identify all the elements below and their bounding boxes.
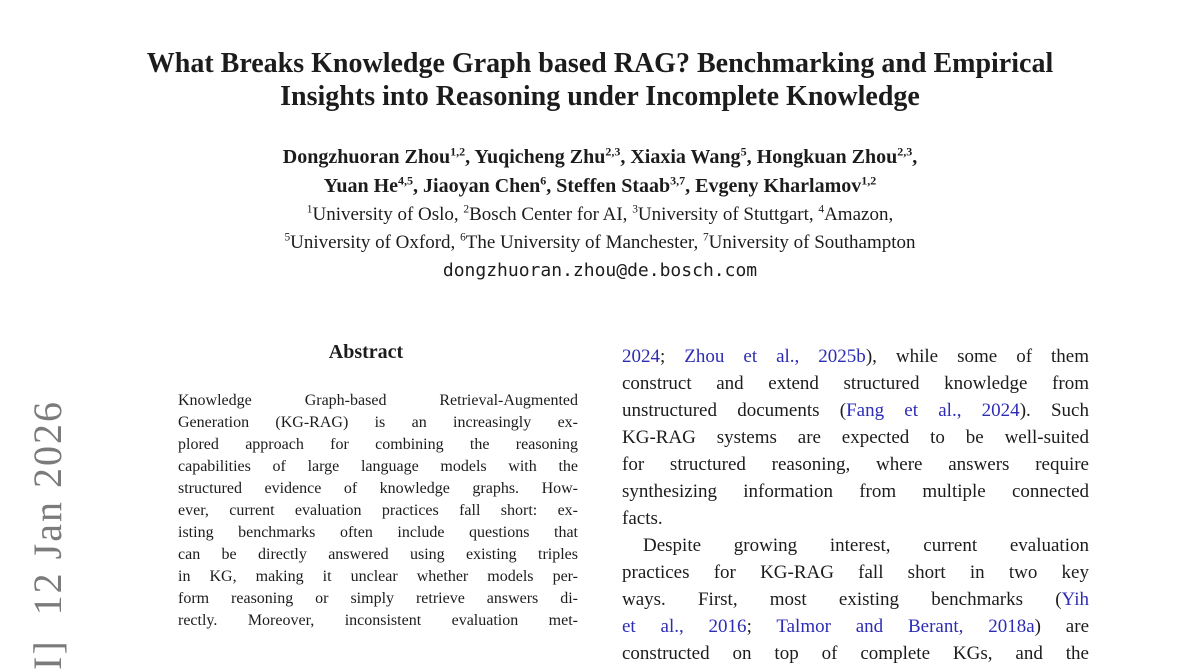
body-text-line (622, 586, 1089, 613)
paper-title-line-2: Insights into Reasoning under Incomplete Knowledge (280, 81, 920, 112)
abstract-line: in KG, making it unclear whether models per- (178, 568, 578, 585)
superscript-marker: 4,5 (398, 173, 414, 188)
affiliation-line (0, 201, 1200, 229)
body-text-line (622, 613, 1089, 640)
abstract-line: capabilities of large language models with the (178, 458, 578, 475)
text-run: facts. (622, 508, 663, 529)
superscript-marker: 6 (460, 231, 466, 244)
superscript-marker: 1,2 (861, 173, 877, 188)
text-run: for structured reasoning, where answers require (622, 454, 1089, 475)
citation-link[interactable]: Zhou et al., 2025b (684, 346, 866, 367)
text-run: , Hongkuan Zhou (746, 146, 898, 168)
text-run: Amazon, (824, 204, 894, 225)
superscript-marker: 2,3 (897, 144, 913, 159)
abstract-line: can be directly answered using existing triples (178, 546, 578, 563)
author-line (0, 172, 1200, 201)
text-run: , (912, 146, 918, 168)
body-text-line (622, 451, 1089, 478)
author-lines (0, 143, 1200, 201)
text-run: ; (660, 346, 685, 367)
text-run: synthesizing information from multiple connected (622, 481, 1089, 502)
text-run: University of Oslo, (312, 204, 464, 225)
abstract-line: Generation (KG-RAG) is an increasingly ex- (178, 414, 578, 431)
superscript-marker: 1,2 (450, 144, 466, 159)
right-column-body (622, 343, 1089, 667)
contact-email: dongzhuoran.zhou@de.bosch.com (442, 260, 758, 281)
text-run: , Evgeny Kharlamov (685, 175, 862, 197)
abstract-line: structured evidence of knowledge graphs. How- (178, 480, 578, 497)
text-run: ) are (1034, 616, 1089, 637)
abstract-section (152, 340, 580, 632)
body-text-line (622, 559, 1089, 586)
author-line (0, 143, 1200, 172)
body-text-line (622, 397, 1089, 424)
text-run: , Steffen Staab (546, 175, 671, 197)
body-text-line (622, 343, 1089, 370)
superscript-marker: 5 (740, 144, 747, 159)
superscript-marker: 1 (306, 203, 313, 216)
text-run: KG-RAG systems are expected to be well-suited (622, 427, 1089, 448)
superscript-marker: 3,7 (670, 173, 686, 188)
abstract-line: form reasoning or simply retrieve answers di- (178, 590, 578, 607)
text-run: , Xiaxia Wang (620, 146, 741, 168)
superscript-marker: 7 (702, 231, 709, 244)
arxiv-watermark: I] 12 Jan 2026 (25, 400, 70, 670)
citation-link[interactable]: et al., 2016 (622, 616, 747, 637)
text-run: unstructured documents ( (622, 400, 847, 421)
text-run: ), while some of them (865, 346, 1090, 367)
text-run: ; (746, 616, 777, 637)
abstract-line: isting benchmarks often include questions that (178, 524, 578, 541)
body-text-line (622, 424, 1089, 451)
abstract-heading: Abstract (328, 341, 404, 363)
superscript-marker: 2,3 (605, 144, 621, 159)
superscript-marker: 2 (463, 203, 470, 216)
citation-link[interactable]: 2024 (622, 346, 660, 367)
abstract-body (178, 390, 578, 632)
body-text-line (622, 505, 1089, 532)
text-run: , Jiaoyan Chen (413, 175, 541, 197)
paper-title (0, 47, 1200, 113)
text-run: Dongzhuoran Zhou (282, 146, 451, 168)
body-text-line (622, 478, 1089, 505)
affiliation-lines (0, 201, 1200, 257)
text-run: Yuan He (323, 175, 399, 197)
citation-link[interactable]: Fang et al., 2024 (846, 400, 1020, 421)
paper-title-line-1: What Breaks Knowledge Graph based RAG? Benchmarking and Empirical (146, 48, 1054, 79)
body-text-line (622, 532, 1089, 559)
citation-link[interactable]: Yih (1061, 589, 1089, 610)
affiliation-line (0, 229, 1200, 257)
text-run: ). Such (1019, 400, 1089, 421)
text-run: practices for KG-RAG fall short in two key (622, 562, 1089, 583)
citation-link[interactable]: Talmor and Berant, 2018a (776, 616, 1035, 637)
text-run: Despite growing interest, current evaluation (643, 535, 1089, 556)
text-run: constructed on top of complete KGs, and the (622, 643, 1089, 664)
text-run: University of Southampton (708, 232, 916, 253)
text-run: The University of Manchester, (465, 232, 703, 253)
body-text-line (622, 370, 1089, 397)
abstract-line: rectly. Moreover, inconsistent evaluation met- (178, 612, 578, 629)
superscript-marker: 4 (818, 203, 825, 216)
text-run: University of Oxford, (290, 232, 461, 253)
text-run: University of Stuttgart, (637, 204, 819, 225)
text-run: , Yuqicheng Zhu (465, 146, 606, 168)
abstract-line: ever, current evaluation practices fall short: ex- (178, 502, 578, 519)
abstract-line: plored approach for combining the reasoning (178, 436, 578, 453)
superscript-marker: 6 (540, 173, 547, 188)
abstract-line: Knowledge Graph-based Retrieval-Augmented (178, 392, 578, 409)
text-run: construct and extend structured knowledge from (622, 373, 1089, 394)
body-text-line (622, 640, 1089, 667)
text-run: Bosch Center for AI, (469, 204, 633, 225)
superscript-marker: 3 (632, 203, 638, 216)
text-run: ways. First, most existing benchmarks ( (622, 589, 1062, 610)
superscript-marker: 5 (284, 231, 291, 244)
